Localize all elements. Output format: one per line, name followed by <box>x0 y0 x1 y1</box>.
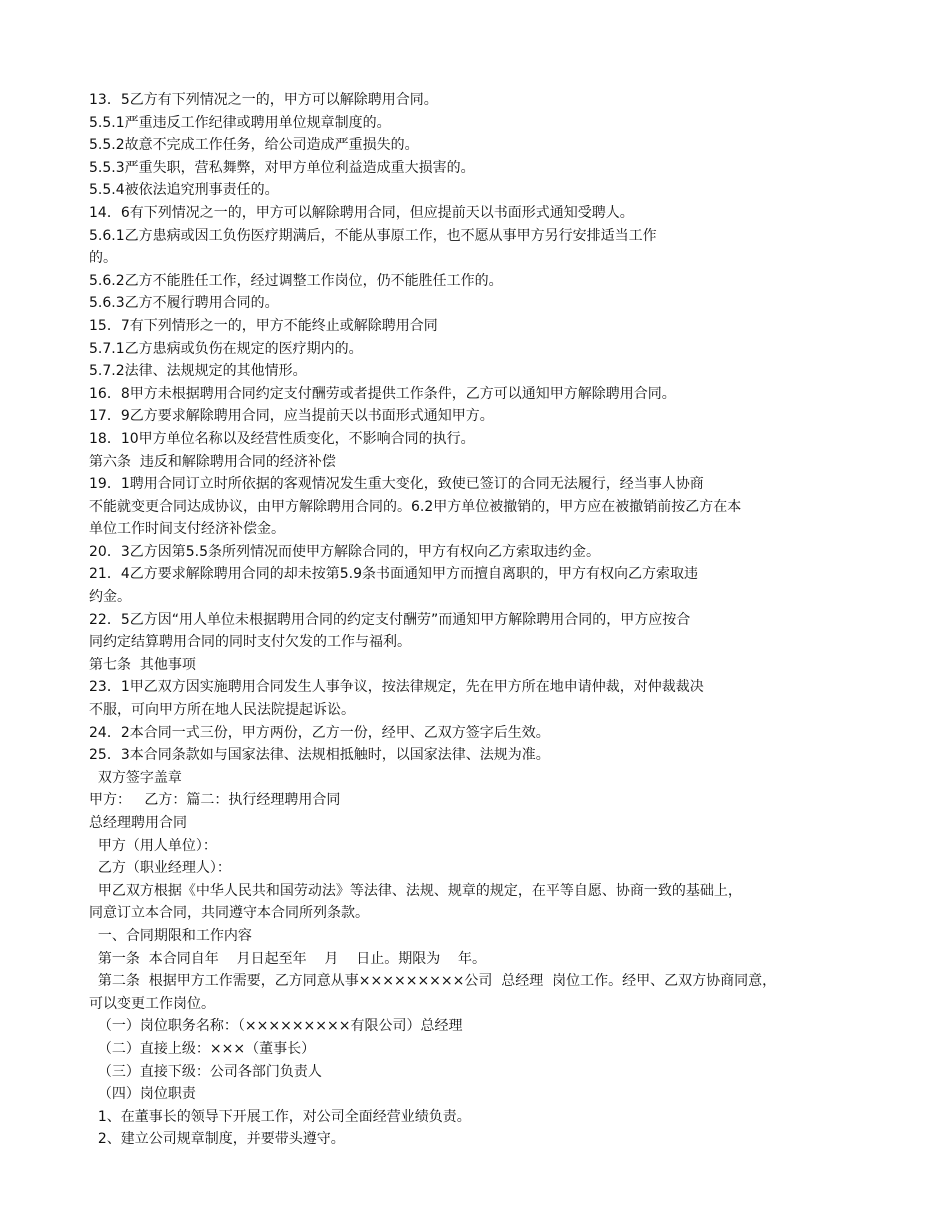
text-line: 可以变更工作岗位。 <box>89 995 215 1012</box>
text-line: 14．6有下列情况之一的，甲方可以解除聘用合同，但应提前天以书面形式通知受聘人。 <box>89 204 634 221</box>
text-line: 同意订立本合同，共同遵守本合同所列条款。 <box>89 905 369 922</box>
text-line: 17．9乙方要求解除聘用合同，应当提前天以书面形式通知甲方。 <box>89 408 494 425</box>
text-line: 13．5乙方有下列情况之一的，甲方可以解除聘用合同。 <box>89 92 438 108</box>
text-line: 一、合同期限和工作内容 <box>89 927 252 944</box>
text-line: 23．1甲乙双方因实施聘用合同发生人事争议，按法律规定，先在甲方所在地申请仲裁，对仲裁裁决 <box>89 679 704 696</box>
text-line: 2、建立公司规章制度，并要带头遵守。 <box>89 1131 345 1148</box>
text-line: 5.5.1严重违反工作纪律或聘用单位规章制度的。 <box>89 114 391 131</box>
text-line: 25．3本合同条款如与国家法律、法规相抵触时，以国家法律、法规为准。 <box>89 747 550 764</box>
text-line: 20．3乙方因第5.5条所列情况而使甲方解除合同的，甲方有权向乙方索取违约金。 <box>89 543 600 560</box>
text-line: 5.6.1乙方患病或因工负伤医疗期满后，不能从事原工作，也不愿从事甲方另行安排适当工作 <box>89 227 657 244</box>
text-line: 第二条 根据甲方工作需要，乙方同意从事×××××××××公司 总经理 岗位工作。经甲、乙双方协商同意， <box>89 973 777 990</box>
text-line: 总经理聘用合同 <box>89 815 187 831</box>
text-line: （三）直接下级：公司各部门负责人 <box>89 1063 322 1080</box>
text-line: 19．1聘用合同订立时所依据的客观情况发生重大变化，致使已签订的合同无法履行，经当事人协商 <box>89 476 704 493</box>
text-line: 5.5.4被依法追究刑事责任的。 <box>89 182 279 199</box>
text-line: 甲方（用人单位）： <box>89 837 217 854</box>
text-line: 双方签字盖章 <box>89 769 182 786</box>
text-line: 15．7有下列情形之一的，甲方不能终止或解除聘用合同 <box>89 317 438 334</box>
text-line: 5.6.3乙方不履行聘用合同的。 <box>89 295 279 312</box>
text-line: 5.5.2故意不完成工作任务，给公司造成严重损失的。 <box>89 137 419 154</box>
text-line: 第七条 其他事项 <box>89 656 196 673</box>
document-page <box>89 89 869 1151</box>
text-line: 5.5.3严重失职，营私舞弊，对甲方单位利益造成重大损害的。 <box>89 159 475 176</box>
text-line: 第六条 违反和解除聘用合同的经济补偿 <box>89 453 336 470</box>
text-line: 单位工作时间支付经济补偿金。 <box>89 521 285 538</box>
text-line: 22．5乙方因“用人单位未根据聘用合同的约定支付酬劳”而通知甲方解除聘用合同的，甲方应按合 <box>89 611 691 628</box>
text-line: 约金。 <box>89 589 131 606</box>
text-line: 5.7.1乙方患病或负伤在规定的医疗期内的。 <box>89 340 363 357</box>
text-line: 21．4乙方要求解除聘用合同的却未按第5.9条书面通知甲方而擅自离职的，甲方有权向乙方索取违 <box>89 566 698 583</box>
text-line: 的。 <box>89 250 117 267</box>
text-line: 1、在董事长的领导下开展工作，对公司全面经营业绩负责。 <box>89 1108 471 1125</box>
text-line: 16．8甲方未根据聘用合同约定支付酬劳或者提供工作条件，乙方可以通知甲方解除聘用合同。 <box>89 385 676 402</box>
text-line: （二）直接上级：×××（董事长） <box>89 1040 316 1057</box>
text-line: 18．10甲方单位名称以及经营性质变化，不影响合同的执行。 <box>89 430 475 447</box>
text-line: 5.6.2乙方不能胜任工作，经过调整工作岗位，仍不能胜任工作的。 <box>89 272 503 289</box>
text-line: 5.7.2法律、法规规定的其他情形。 <box>89 363 307 380</box>
text-line: 同约定结算聘用合同的同时支付欠发的工作与福利。 <box>89 634 411 651</box>
text-line: 不能就变更合同达成协议，由甲方解除聘用合同的。6.2甲方单位被撤销的，甲方应在被撤销前按乙方在本 <box>89 498 742 515</box>
text-line: 乙方（职业经理人）： <box>89 860 231 877</box>
text-line: 甲乙双方根据《中华人民共和国劳动法》等法律、法规、规章的规定，在平等自愿、协商一致的基础上， <box>89 882 742 899</box>
text-line: 第一条 本合同自年 月日起至年 月 日止。期限为 年。 <box>89 950 487 967</box>
text-line: 甲方： 乙方：篇二：执行经理聘用合同 <box>89 792 341 809</box>
text-line: （四）岗位职责 <box>89 1086 196 1103</box>
text-line: 24．2本合同一式三份，甲方两份，乙方一份，经甲、乙双方签字后生效。 <box>89 724 550 741</box>
text-line: （一）岗位职务名称：（×××××××××有限公司）总经理 <box>89 1018 463 1035</box>
text-line: 不服，可向甲方所在地人民法院提起诉讼。 <box>89 702 355 719</box>
